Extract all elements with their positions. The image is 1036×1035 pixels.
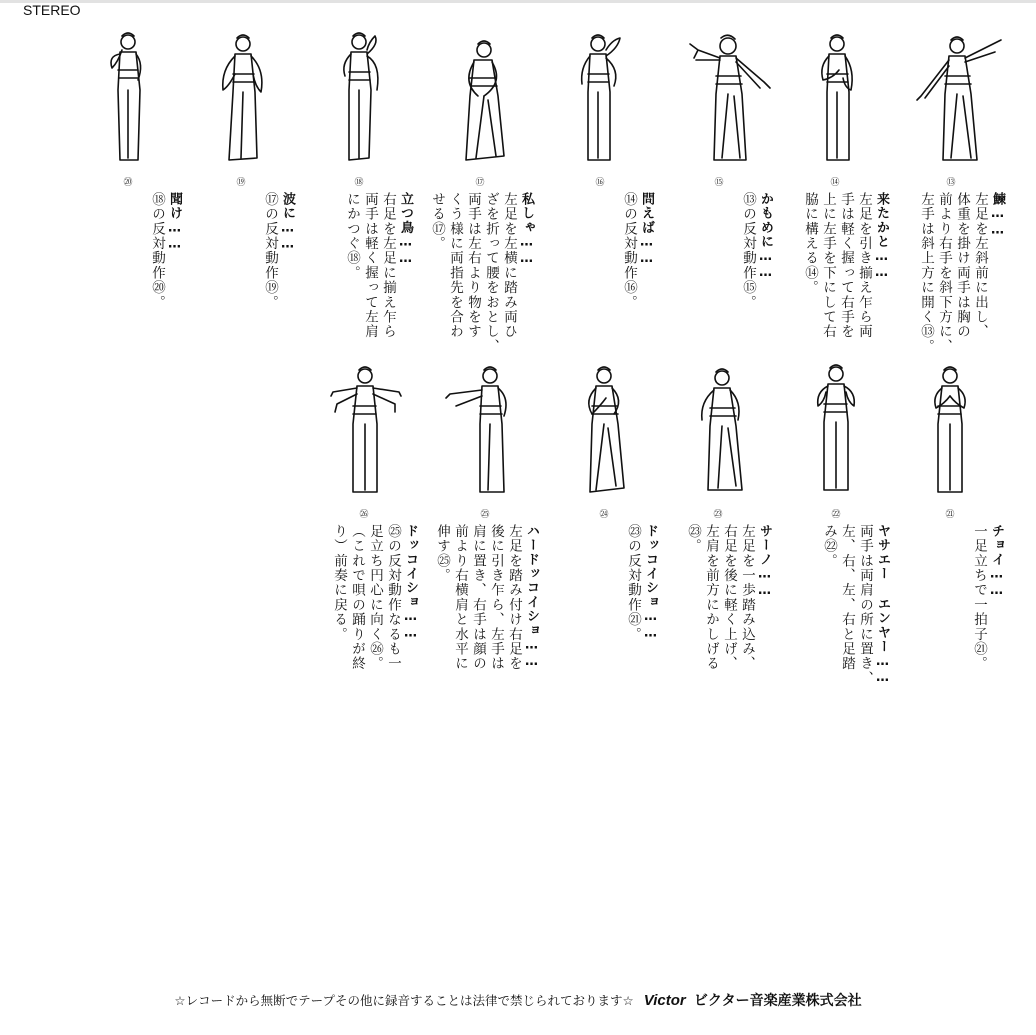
- dancer-figure-14: [799, 30, 871, 170]
- step-line: 肩に置き、右手は顔の: [470, 524, 486, 671]
- step-number: ㉓: [713, 510, 723, 520]
- company-name: ビクター音楽産業株式会社: [693, 993, 862, 1009]
- step-line: ⑭の反対動作⑯。: [621, 192, 637, 310]
- step-line: 手は軽く握って右手を: [838, 192, 854, 339]
- dancer-figure-20: [92, 30, 164, 170]
- step-line: 左足を引き揃え乍ら両: [856, 192, 872, 339]
- step-number: ㉕: [480, 510, 490, 520]
- step-line: ⑰の反対動作⑲。: [262, 192, 278, 310]
- step-number: ⑰: [475, 178, 485, 188]
- step-title: サーノ……: [757, 524, 772, 599]
- step-number: ㉒: [831, 510, 841, 520]
- step-text: [892, 524, 1004, 724]
- step-title: 問えば……: [639, 192, 654, 267]
- step-line: 伸す㉕。: [434, 524, 450, 583]
- step-number: ⑮: [714, 178, 724, 188]
- step-number: ⑭: [830, 178, 840, 188]
- step-text: [660, 524, 772, 724]
- victor-logo: Victor: [643, 992, 686, 1009]
- step-text: [778, 524, 890, 724]
- step-line: ざを折って腰をおとし、: [483, 192, 499, 354]
- dancer-figure-21: [914, 362, 986, 502]
- step-line: （これで唄の踊りが終: [349, 524, 365, 671]
- dancer-figure-25: [435, 362, 525, 502]
- step-title: 立つ鳥……: [398, 192, 413, 267]
- step-line: 前より右横肩と水平に: [452, 524, 468, 671]
- step-title: 鰊……: [990, 192, 1005, 239]
- step-line: 後に引き乍ら、左手は: [488, 524, 504, 671]
- step-number: ⑯: [595, 178, 605, 188]
- step-line: にかつぐ⑱。: [344, 192, 360, 281]
- step-line: 体重を掛け両手は胸の: [954, 192, 970, 339]
- step-line: 一足立ちで一拍子㉑。: [971, 524, 987, 671]
- step-line: 右足を後に軽く上げ、: [721, 524, 737, 671]
- step-line: り）前奏に戻る。: [331, 524, 347, 642]
- step-text: [306, 524, 418, 724]
- dancer-figure-17: [444, 30, 516, 170]
- dancer-figure-24: [568, 362, 640, 502]
- step-line: ㉓の反対動作㉑。: [625, 524, 641, 642]
- step-line: 両手は両肩の所に置き、: [857, 524, 873, 686]
- step-line: 脇に構える⑭。: [802, 192, 818, 295]
- step-line: くう様に両指先を合わ: [447, 192, 463, 339]
- step-line: 上に左手を下にして右: [820, 192, 836, 339]
- step-line: 右足を左足に揃え乍ら: [380, 192, 396, 339]
- step-number: ㉑: [945, 510, 955, 520]
- dancer-figure-15: [675, 30, 765, 170]
- step-line: 左足を左横に踏み両ひ: [501, 192, 517, 339]
- step-text: [70, 192, 182, 392]
- step-line: ㉕の反対動作なるも一: [385, 524, 401, 671]
- step-line: ⑬の反対動作⑮。: [740, 192, 756, 310]
- step-title: ヤサエー エンヤー……: [875, 524, 890, 687]
- step-line: 左足を左斜前に出し、: [972, 192, 988, 339]
- step-line: み㉒。: [821, 524, 837, 569]
- step-title: 私しゃ……: [519, 192, 534, 267]
- step-line: 左足を踏み付け右足を: [506, 524, 522, 671]
- step-line: 左足を一歩踏み込み、: [739, 524, 755, 671]
- step-title: 波に……: [280, 192, 295, 253]
- step-line: 両手は軽く握って左肩: [362, 192, 378, 339]
- step-line: 両手は左右より物をす: [465, 192, 481, 339]
- step-title: ハードッコイショ……: [524, 524, 539, 670]
- step-title: 聞け……: [167, 192, 182, 253]
- step-number: ⑲: [236, 178, 246, 188]
- step-text: [427, 524, 539, 724]
- dancer-figure-16: [564, 30, 636, 170]
- step-number: ⑬: [946, 178, 956, 188]
- step-line: 左肩を前方にかしげる: [703, 524, 719, 671]
- step-number: ㉔: [599, 510, 609, 520]
- step-line: せる⑰。: [429, 192, 445, 251]
- step-text: [546, 524, 658, 724]
- footer: [0, 990, 1036, 1010]
- step-line: ⑱の反対動作⑳。: [149, 192, 165, 310]
- step-title: チョイ……: [989, 524, 1004, 599]
- stereo-label: STEREO: [23, 2, 81, 18]
- step-line: 前より右手を斜下方に、: [936, 192, 952, 354]
- step-number: ㉖: [359, 510, 369, 520]
- dancer-figure-26: [310, 362, 420, 502]
- step-line: 左、右、左、右と足踏: [839, 524, 855, 671]
- step-title: かもめに……: [758, 192, 773, 282]
- dancer-figure-19: [205, 30, 277, 170]
- copyright-notice: ☆レコードから無断でテープその他に録音することは法律で禁じられております☆: [174, 993, 634, 1008]
- top-edge-strip: [0, 0, 1036, 3]
- step-line: ㉓。: [685, 524, 701, 554]
- step-number: ⑳: [123, 178, 133, 188]
- dancer-figure-13: [901, 30, 1001, 170]
- step-line: 左手は斜上方に開く⑬。: [918, 192, 934, 354]
- step-number: ⑱: [354, 178, 364, 188]
- step-title: ドッコイショ……: [403, 524, 418, 642]
- dancer-figure-23: [682, 362, 754, 502]
- dancer-figure-18: [323, 30, 395, 170]
- step-title: 来たかと……: [874, 192, 889, 282]
- step-line: 足立ち円心に向く㉖。: [367, 524, 383, 671]
- step-title: ドッコイショ……: [643, 524, 658, 642]
- dancer-figure-22: [800, 362, 872, 502]
- step-text: [183, 192, 295, 392]
